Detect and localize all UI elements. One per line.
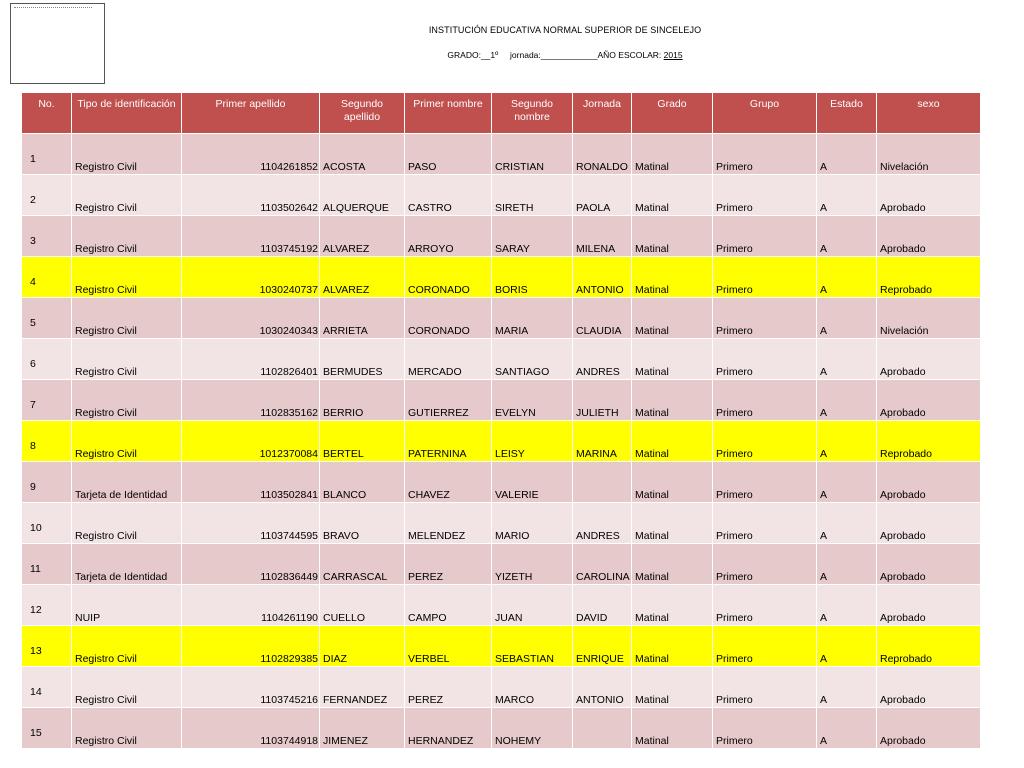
cell-jornada: Matinal <box>632 544 713 585</box>
cell-grupo: A <box>817 257 877 298</box>
table-row <box>22 175 981 216</box>
cell-grado: Primero <box>713 298 817 339</box>
cell-primer-nombre: MARIA <box>492 298 573 339</box>
cell-primer-apellido: JIMENEZ <box>320 708 405 749</box>
cell-segundo-nombre: ANDRES <box>573 503 632 544</box>
cell-estado: Aprobado <box>877 708 981 749</box>
cell-estado: Aprobado <box>877 585 981 626</box>
cell-jornada: Matinal <box>632 298 713 339</box>
cell-segundo-apellido: HERNANDEZ <box>405 708 492 749</box>
cell-segundo-apellido: GUTIERREZ <box>405 380 492 421</box>
cell-id-number: 1103502642 <box>182 175 320 216</box>
cell-tipo-id: Registro Civil <box>72 134 182 175</box>
cell-primer-nombre: SARAY <box>492 216 573 257</box>
cell-grado: Primero <box>713 175 817 216</box>
cell-grupo: A <box>817 503 877 544</box>
cell-segundo-apellido: ARROYO <box>405 216 492 257</box>
col-header-no: No. <box>22 93 72 134</box>
cell-tipo-id: Registro Civil <box>72 421 182 462</box>
cell-segundo-apellido: CAMPO <box>405 585 492 626</box>
grado-label: GRADO: <box>447 50 481 60</box>
table-row <box>22 667 981 708</box>
cell-primer-apellido: ALQUERQUE <box>320 175 405 216</box>
cell-tipo-id: Registro Civil <box>72 216 182 257</box>
cell-jornada: Matinal <box>632 421 713 462</box>
cell-segundo-nombre: ANDRES <box>573 339 632 380</box>
col-header-primer-nombre: Primer nombre <box>405 93 492 134</box>
cell-jornada: Matinal <box>632 216 713 257</box>
cell-jornada: Matinal <box>632 380 713 421</box>
cell-primer-nombre: EVELYN <box>492 380 573 421</box>
cell-segundo-apellido: PATERNINA <box>405 421 492 462</box>
grado-line <box>0 50 1024 60</box>
cell-segundo-nombre: CLAUDIA <box>573 298 632 339</box>
cell-primer-nombre: SIRETH <box>492 175 573 216</box>
cell-estado: Aprobado <box>877 175 981 216</box>
cell-primer-apellido: CARRASCAL <box>320 544 405 585</box>
cell-primer-apellido: ALVAREZ <box>320 216 405 257</box>
table-header-row <box>22 93 981 134</box>
cell-jornada: Matinal <box>632 257 713 298</box>
cell-grupo: A <box>817 544 877 585</box>
cell-segundo-nombre <box>573 708 632 749</box>
cell-grupo: A <box>817 380 877 421</box>
cell-id-number: 1102836449 <box>182 544 320 585</box>
cell-jornada: Matinal <box>632 339 713 380</box>
cell-primer-apellido: FERNANDEZ <box>320 667 405 708</box>
cell-jornada: Matinal <box>632 503 713 544</box>
cell-segundo-apellido: PASO <box>405 134 492 175</box>
cell-segundo-nombre: RONALDO <box>573 134 632 175</box>
table-row <box>22 544 981 585</box>
logo-caption-line <box>14 7 92 11</box>
cell-grado: Primero <box>713 544 817 585</box>
cell-estado: Nivelación <box>877 134 981 175</box>
cell-tipo-id: NUIP <box>72 585 182 626</box>
cell-jornada: Matinal <box>632 585 713 626</box>
cell-grado: Primero <box>713 667 817 708</box>
col-header-tipo: Tipo de identificación <box>72 93 182 134</box>
cell-tipo-id: Registro Civil <box>72 298 182 339</box>
cell-estado: Nivelación <box>877 298 981 339</box>
cell-no: 12 <box>22 585 72 626</box>
cell-tipo-id: Registro Civil <box>72 626 182 667</box>
col-header-grado: Grado <box>632 93 713 134</box>
cell-estado: Reprobado <box>877 421 981 462</box>
cell-primer-nombre: LEISY <box>492 421 573 462</box>
cell-id-number: 1103502841 <box>182 462 320 503</box>
cell-jornada: Matinal <box>632 462 713 503</box>
cell-grupo: A <box>817 175 877 216</box>
cell-grupo: A <box>817 626 877 667</box>
cell-no: 13 <box>22 626 72 667</box>
cell-no: 8 <box>22 421 72 462</box>
table-row <box>22 503 981 544</box>
year-value: 2015 <box>663 50 683 60</box>
cell-segundo-apellido: PEREZ <box>405 667 492 708</box>
cell-id-number: 1102835162 <box>182 380 320 421</box>
cell-primer-nombre: JUAN <box>492 585 573 626</box>
cell-no: 9 <box>22 462 72 503</box>
cell-tipo-id: Registro Civil <box>72 708 182 749</box>
cell-primer-nombre: CRISTIAN <box>492 134 573 175</box>
institution-title: INSTITUCIÓN EDUCATIVA NORMAL SUPERIOR DE SINCELEJO <box>428 25 702 35</box>
table-row <box>22 708 981 749</box>
cell-segundo-apellido: CASTRO <box>405 175 492 216</box>
cell-id-number: 1012370084 <box>182 421 320 462</box>
cell-estado: Aprobado <box>877 667 981 708</box>
cell-primer-nombre: MARCO <box>492 667 573 708</box>
cell-tipo-id: Registro Civil <box>72 257 182 298</box>
cell-grado: Primero <box>713 626 817 667</box>
cell-estado: Aprobado <box>877 503 981 544</box>
cell-primer-nombre: SEBASTIAN <box>492 626 573 667</box>
table-row <box>22 134 981 175</box>
cell-primer-apellido: CUELLO <box>320 585 405 626</box>
cell-primer-apellido: BERRIO <box>320 380 405 421</box>
cell-no: 2 <box>22 175 72 216</box>
cell-grado: Primero <box>713 708 817 749</box>
cell-primer-nombre: VALERIE <box>492 462 573 503</box>
cell-jornada: Matinal <box>632 175 713 216</box>
cell-id-number: 1103745216 <box>182 667 320 708</box>
cell-grado: Primero <box>713 380 817 421</box>
cell-primer-apellido: DIAZ <box>320 626 405 667</box>
cell-estado: Aprobado <box>877 380 981 421</box>
cell-segundo-nombre <box>573 462 632 503</box>
cell-tipo-id: Registro Civil <box>72 175 182 216</box>
cell-grado: Primero <box>713 462 817 503</box>
cell-primer-apellido: BRAVO <box>320 503 405 544</box>
cell-segundo-nombre: DAVID <box>573 585 632 626</box>
cell-segundo-apellido: MELENDEZ <box>405 503 492 544</box>
cell-grupo: A <box>817 134 877 175</box>
cell-primer-nombre: BORIS <box>492 257 573 298</box>
cell-grado: Primero <box>713 134 817 175</box>
cell-tipo-id: Tarjeta de Identidad <box>72 544 182 585</box>
cell-segundo-nombre: MARINA <box>573 421 632 462</box>
cell-segundo-apellido: PEREZ <box>405 544 492 585</box>
cell-primer-apellido: ARRIETA <box>320 298 405 339</box>
cell-grupo: A <box>817 585 877 626</box>
cell-grado: Primero <box>713 257 817 298</box>
col-header-jornada: Jornada <box>573 93 632 134</box>
table-row <box>22 380 981 421</box>
table-row <box>22 339 981 380</box>
cell-segundo-nombre: PAOLA <box>573 175 632 216</box>
table-row <box>22 421 981 462</box>
cell-grupo: A <box>817 421 877 462</box>
cell-estado: Aprobado <box>877 216 981 257</box>
cell-estado: Reprobado <box>877 257 981 298</box>
cell-id-number: 1104261190 <box>182 585 320 626</box>
cell-id-number: 1102826401 <box>182 339 320 380</box>
cell-grado: Primero <box>713 339 817 380</box>
cell-segundo-nombre: ANTONIO <box>573 257 632 298</box>
table-row <box>22 257 981 298</box>
cell-segundo-nombre: CAROLINA <box>573 544 632 585</box>
cell-primer-nombre: YIZETH <box>492 544 573 585</box>
cell-estado: Aprobado <box>877 339 981 380</box>
table-row <box>22 216 981 257</box>
cell-no: 14 <box>22 667 72 708</box>
cell-segundo-apellido: CHAVEZ <box>405 462 492 503</box>
cell-primer-apellido: BERMUDES <box>320 339 405 380</box>
cell-primer-apellido: ACOSTA <box>320 134 405 175</box>
table-row <box>22 585 981 626</box>
cell-jornada: Matinal <box>632 626 713 667</box>
cell-id-number: 1102829385 <box>182 626 320 667</box>
col-header-segundo-nombre: Segundo nombre <box>492 93 573 134</box>
cell-grado: Primero <box>713 503 817 544</box>
cell-id-number: 1103745192 <box>182 216 320 257</box>
table-row <box>22 462 981 503</box>
cell-segundo-apellido: MERCADO <box>405 339 492 380</box>
cell-estado: Aprobado <box>877 462 981 503</box>
cell-segundo-apellido: CORONADO <box>405 257 492 298</box>
col-header-grupo: Grupo <box>713 93 817 134</box>
cell-grupo: A <box>817 462 877 503</box>
cell-id-number: 1103744595 <box>182 503 320 544</box>
cell-primer-apellido: BLANCO <box>320 462 405 503</box>
students-table <box>21 92 981 749</box>
cell-tipo-id: Registro Civil <box>72 339 182 380</box>
cell-segundo-nombre: ANTONIO <box>573 667 632 708</box>
cell-grupo: A <box>817 667 877 708</box>
col-header-estado: Estado <box>817 93 877 134</box>
cell-id-number: 1104261852 <box>182 134 320 175</box>
cell-segundo-apellido: CORONADO <box>405 298 492 339</box>
cell-jornada: Matinal <box>632 667 713 708</box>
cell-primer-apellido: BERTEL <box>320 421 405 462</box>
cell-tipo-id: Tarjeta de Identidad <box>72 462 182 503</box>
jornada-label: jornada: <box>510 50 541 60</box>
cell-id-number: 1103744918 <box>182 708 320 749</box>
cell-segundo-nombre: MILENA <box>573 216 632 257</box>
cell-jornada: Matinal <box>632 134 713 175</box>
cell-grupo: A <box>817 708 877 749</box>
table-row <box>22 626 981 667</box>
cell-id-number: 1030240343 <box>182 298 320 339</box>
cell-primer-nombre: SANTIAGO <box>492 339 573 380</box>
cell-no: 10 <box>22 503 72 544</box>
cell-id-number: 1030240737 <box>182 257 320 298</box>
cell-jornada: Matinal <box>632 708 713 749</box>
cell-grado: Primero <box>713 421 817 462</box>
cell-no: 15 <box>22 708 72 749</box>
col-header-segundo-apellido: Segundo apellido <box>320 93 405 134</box>
cell-no: 3 <box>22 216 72 257</box>
cell-segundo-nombre: JULIETH <box>573 380 632 421</box>
cell-tipo-id: Registro Civil <box>72 380 182 421</box>
cell-primer-nombre: NOHEMY <box>492 708 573 749</box>
cell-no: 6 <box>22 339 72 380</box>
col-header-sexo: sexo <box>877 93 981 134</box>
cell-grupo: A <box>817 298 877 339</box>
cell-grado: Primero <box>713 216 817 257</box>
grado-value: __1º <box>480 50 499 60</box>
cell-grupo: A <box>817 216 877 257</box>
logo-placeholder <box>10 3 105 84</box>
cell-estado: Aprobado <box>877 544 981 585</box>
cell-segundo-nombre: ENRIQUE <box>573 626 632 667</box>
jornada-value: ____________ <box>540 50 598 60</box>
cell-primer-apellido: ALVAREZ <box>320 257 405 298</box>
cell-grupo: A <box>817 339 877 380</box>
cell-estado: Reprobado <box>877 626 981 667</box>
cell-segundo-apellido: VERBEL <box>405 626 492 667</box>
cell-no: 7 <box>22 380 72 421</box>
table-row <box>22 298 981 339</box>
cell-tipo-id: Registro Civil <box>72 503 182 544</box>
year-label: AÑO ESCOLAR: <box>597 50 662 60</box>
cell-grado: Primero <box>713 585 817 626</box>
cell-tipo-id: Registro Civil <box>72 667 182 708</box>
col-header-primer-apellido: Primer apellido <box>182 93 320 134</box>
cell-no: 11 <box>22 544 72 585</box>
cell-primer-nombre: MARIO <box>492 503 573 544</box>
cell-no: 5 <box>22 298 72 339</box>
cell-no: 1 <box>22 134 72 175</box>
cell-no: 4 <box>22 257 72 298</box>
